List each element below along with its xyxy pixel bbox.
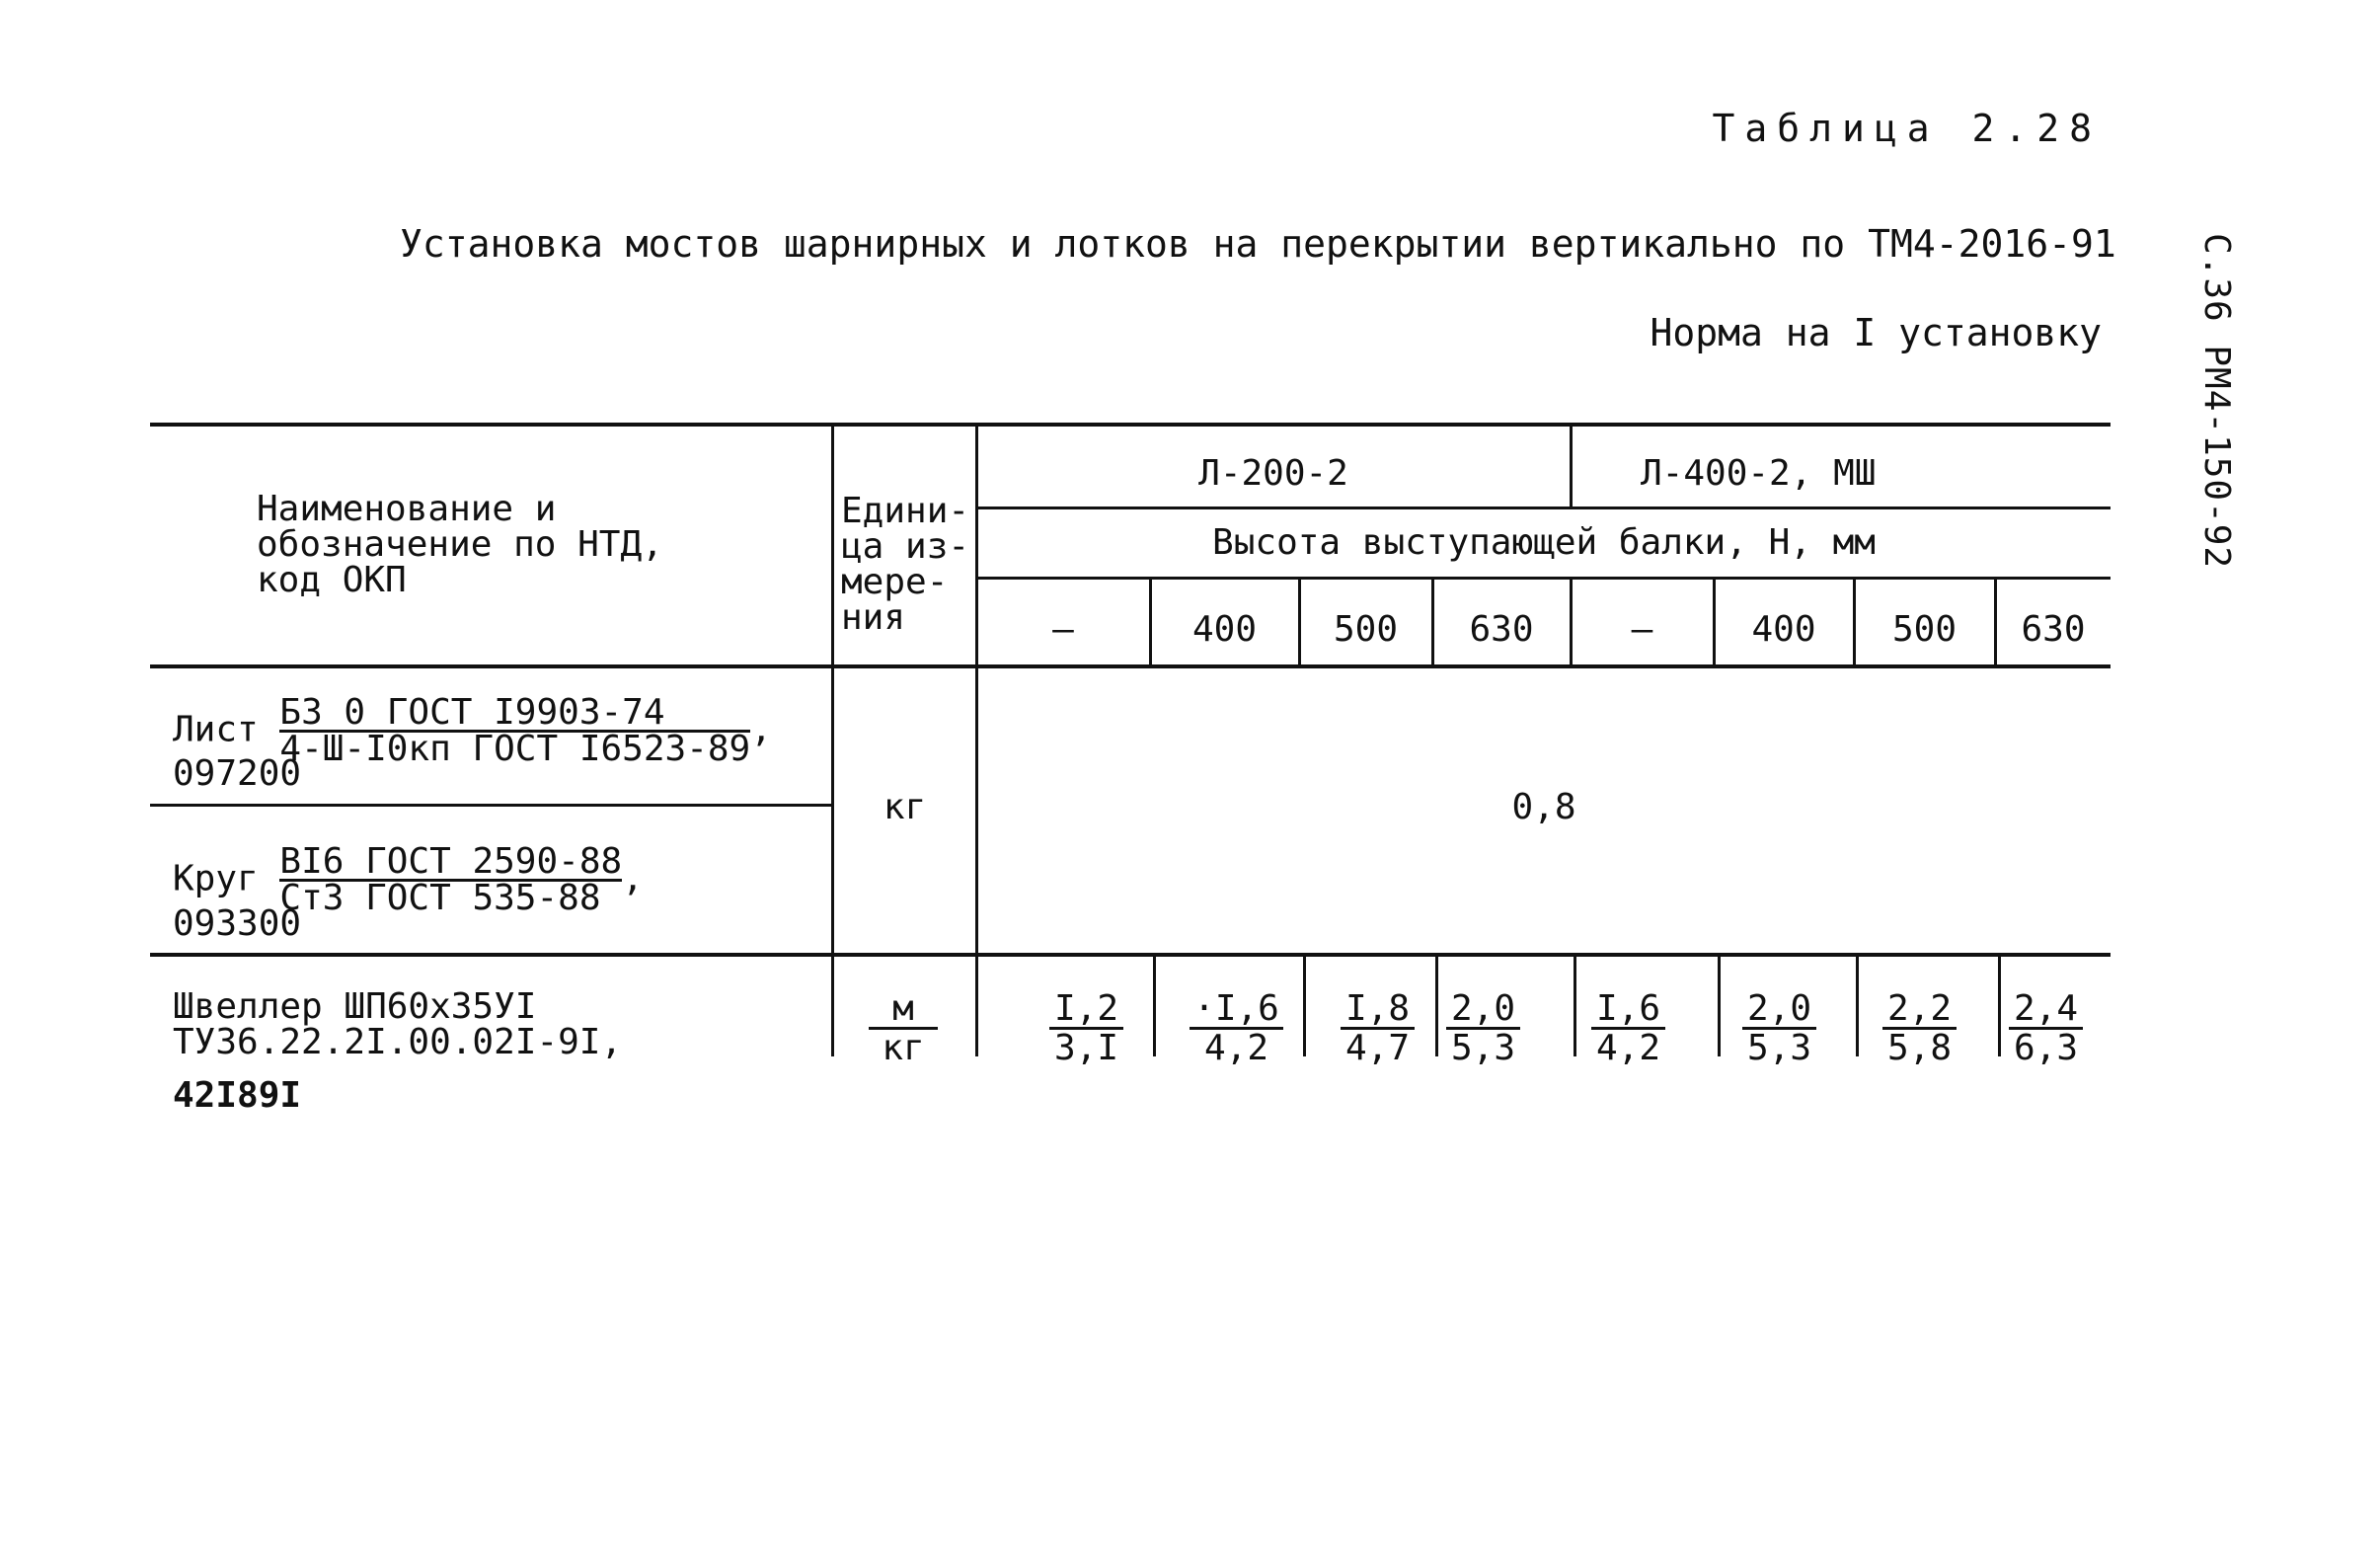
value-fraction xyxy=(1591,990,1665,1066)
value-denominator: 4,2 xyxy=(1595,1028,1661,1068)
subcol-3: 500 xyxy=(1333,609,1399,650)
value-numerator: 2,2 xyxy=(1882,990,1957,1030)
subcol-1: – xyxy=(1052,609,1074,650)
norm-note: Норма на I установку xyxy=(1650,311,2102,354)
value-fraction xyxy=(2009,990,2083,1066)
value-denominator: 3,I xyxy=(1053,1028,1119,1068)
value-fraction xyxy=(1742,990,1816,1066)
value-numerator: 2,0 xyxy=(1446,990,1520,1030)
value-numerator: 2,0 xyxy=(1742,990,1816,1030)
header-unit-line-2: ца из- xyxy=(841,526,970,567)
subcol-5: – xyxy=(1631,609,1653,650)
okp-code: 093300 xyxy=(173,903,302,944)
channel-line-1: Швеллер ШП60х35УI xyxy=(173,986,537,1027)
value-denominator: 5,3 xyxy=(1450,1028,1516,1068)
subcol-2: 400 xyxy=(1191,609,1258,650)
height-label: Высота выступающей балки, Н, мм xyxy=(1212,522,1876,563)
value-denominator: 5,8 xyxy=(1886,1028,1953,1068)
material-prefix: Лист xyxy=(173,709,259,750)
header-name-line-2: обозначение по НТД, xyxy=(257,524,663,565)
material-suffix: , xyxy=(750,709,772,750)
subcol-4: 630 xyxy=(1469,609,1534,650)
merged-value: 0,8 xyxy=(1511,787,1576,827)
value-numerator: 2,4 xyxy=(2009,990,2083,1030)
material-prefix: Круг xyxy=(173,858,259,899)
value-denominator: 5,3 xyxy=(1746,1028,1812,1068)
channel-unit-fraction xyxy=(869,990,938,1066)
value-numerator: I,8 xyxy=(1341,990,1415,1030)
spec-denominator: 4-Ш-I0кп ГОСТ I6523-89 xyxy=(279,729,751,769)
value-fraction xyxy=(1446,990,1520,1066)
header-unit-line-4: ния xyxy=(841,597,906,638)
spec-numerator: BI6 ГОСТ 2590-88 xyxy=(279,841,623,882)
value-denominator: 4,7 xyxy=(1344,1028,1411,1068)
value-numerator: ·I,6 xyxy=(1190,990,1283,1030)
value-numerator: I,6 xyxy=(1591,990,1665,1030)
header-name-line-1: Наименование и xyxy=(257,489,557,529)
subcol-8: 630 xyxy=(2021,609,2086,650)
material-spec-fraction xyxy=(279,841,623,918)
header-name-line-3: код ОКП xyxy=(257,560,407,600)
table-caption: Таблица 2.28 xyxy=(1712,107,2102,150)
header-unit-line-1: Едини- xyxy=(841,491,970,531)
subcol-6: 400 xyxy=(1751,609,1816,650)
group-l400: Л-400-2, МШ xyxy=(1641,453,1877,494)
side-document-code: С.36 РМ4-150-92 xyxy=(2196,233,2237,570)
spec-denominator: Ст3 ГОСТ 535-88 xyxy=(279,878,601,918)
channel-line-2: ТУ36.22.2I.00.02I-9I, xyxy=(173,1022,623,1062)
subcol-7: 500 xyxy=(1891,609,1958,650)
unit-numerator: м xyxy=(869,990,938,1030)
okp-code: 097200 xyxy=(173,753,302,794)
channel-code: 42I89I xyxy=(173,1075,302,1116)
group-l200: Л-200-2 xyxy=(1198,453,1348,494)
spec-numerator: Б3 0 ГОСТ I9903-74 xyxy=(279,696,750,733)
unit-denominator: кг xyxy=(882,1028,925,1068)
value-denominator: 4,2 xyxy=(1203,1028,1269,1068)
document-title: Установка мостов шарнирных и лотков на перекрытии вертикально по ТМ4-2016-91 xyxy=(400,222,2116,266)
value-numerator: I,2 xyxy=(1049,990,1123,1030)
header-unit-line-3: мере- xyxy=(841,562,949,602)
value-fraction xyxy=(1049,990,1123,1066)
value-fraction xyxy=(1190,990,1283,1066)
value-denominator: 6,3 xyxy=(2013,1028,2079,1068)
value-fraction xyxy=(1882,990,1957,1066)
value-fraction xyxy=(1341,990,1415,1066)
merged-unit: кг xyxy=(883,787,927,827)
material-spec-fraction xyxy=(279,692,751,769)
material-suffix: , xyxy=(622,858,644,899)
